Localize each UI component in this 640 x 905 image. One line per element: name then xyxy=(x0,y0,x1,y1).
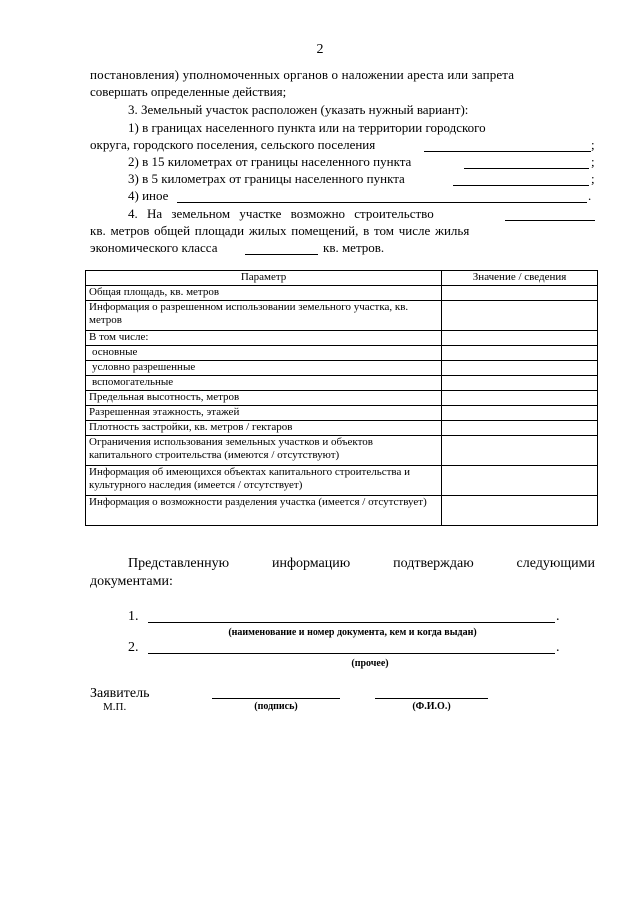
table-cell-value[interactable] xyxy=(442,331,598,346)
section4-line2: кв. метров общей площади жилых помещений, в том числе жилья xyxy=(90,223,470,238)
table-cell-parameter: Плотность застройки, кв. метров / гектаров xyxy=(86,421,442,436)
table-cell-parameter: Разрешенная этажность, этажей xyxy=(86,406,442,421)
document-item-2-caption: (прочее) xyxy=(351,658,389,669)
table-cell-parameter: Информация об имеющихся объектах капитального строительства и культурного наследия (имеется / отсутствует) xyxy=(86,466,442,496)
table-cell-parameter: условно разрешенные xyxy=(86,361,442,376)
section3-heading: 3. Земельный участок расположен (указать нужный вариант): xyxy=(128,102,469,117)
table-row xyxy=(86,496,598,526)
table-header-value: Значение / сведения xyxy=(442,271,598,286)
table-cell-value[interactable] xyxy=(442,421,598,436)
section3-option1-text: 1) в границах населенного пункта или на территории городского xyxy=(128,120,486,135)
confirm-line-1 xyxy=(128,555,595,572)
table-row xyxy=(86,286,598,301)
table-cell-value[interactable] xyxy=(442,466,598,496)
table-cell-parameter: Общая площадь, кв. метров xyxy=(86,286,442,301)
mp-label: М.П. xyxy=(103,701,127,713)
table-cell-parameter: Ограничения использования земельных участков и объектов капитального строительства (имеются / отсутствуют) xyxy=(86,436,442,466)
applicant-label: Заявитель xyxy=(90,686,150,701)
option3-blank-line[interactable] xyxy=(453,185,589,186)
fio-line[interactable] xyxy=(375,698,488,699)
section4-line1: 4. На земельном участке возможно строительство xyxy=(128,206,434,221)
table-cell-value[interactable] xyxy=(442,286,598,301)
table-cell-value[interactable] xyxy=(442,436,598,466)
page-number: 2 xyxy=(316,42,324,57)
signature-line[interactable] xyxy=(212,698,340,699)
table-cell-parameter: Предельная высотность, метров xyxy=(86,391,442,406)
table-row xyxy=(86,346,598,361)
document-item-2-number: 2. xyxy=(128,640,139,655)
section3-option2: 2) в 15 километрах от границы населенного пункта xyxy=(128,154,412,169)
document-item-1-caption: (наименование и номер документа, кем и когда выдан) xyxy=(228,627,477,638)
table-row xyxy=(86,406,598,421)
option4-blank-line[interactable] xyxy=(177,202,587,203)
section4-line3-left: экономического класса xyxy=(90,240,218,255)
table-header-row xyxy=(86,271,598,286)
section4-blank-area[interactable] xyxy=(505,220,595,221)
confirm-line-2: документами: xyxy=(90,574,173,589)
option2-semicolon: ; xyxy=(591,154,595,169)
document-item-2-period: . xyxy=(556,640,560,655)
table-cell-value[interactable] xyxy=(442,406,598,421)
table-cell-parameter: вспомогательные xyxy=(86,376,442,391)
table-row xyxy=(86,361,598,376)
table-row xyxy=(86,391,598,406)
intro-line-2: совершать определенные действия; xyxy=(90,84,287,99)
table-cell-value[interactable] xyxy=(442,361,598,376)
table-cell-parameter: Информация о разрешенном использовании земельного участка, кв. метров xyxy=(86,301,442,331)
table-row xyxy=(86,466,598,496)
section3-option1-line2: округа, городского поселения, сельского поселения xyxy=(90,137,376,152)
table-cell-value[interactable] xyxy=(442,346,598,361)
confirm-word-1: Представленную xyxy=(128,556,230,571)
intro-line-1: постановления) уполномоченных органов о наложении ареста или запрета xyxy=(90,67,515,82)
table-row xyxy=(86,376,598,391)
table-cell-parameter: В том числе: xyxy=(86,331,442,346)
document-item-1-number: 1. xyxy=(128,609,139,624)
signature-caption: (подпись) xyxy=(254,701,298,712)
parameters-table xyxy=(85,270,598,526)
section3-option1-line1 xyxy=(128,120,595,136)
option1-semicolon: ; xyxy=(591,137,595,152)
option4-period: . xyxy=(588,188,592,203)
table-row xyxy=(86,421,598,436)
section4-line3-right: кв. метров. xyxy=(323,240,385,255)
table-cell-value[interactable] xyxy=(442,301,598,331)
table-cell-parameter: основные xyxy=(86,346,442,361)
option3-semicolon: ; xyxy=(591,171,595,186)
fio-caption: (Ф.И.О.) xyxy=(412,701,451,712)
table-cell-parameter: Информация о возможности разделения участка (имеется / отсутствует) xyxy=(86,496,442,526)
table-header-parameter: Параметр xyxy=(86,271,442,286)
table-row xyxy=(86,301,598,331)
table-row xyxy=(86,331,598,346)
table-cell-value[interactable] xyxy=(442,391,598,406)
document-item-1-line[interactable] xyxy=(148,622,555,623)
table-row xyxy=(86,436,598,466)
section3-option4: 4) иное xyxy=(128,188,169,203)
confirm-word-3: подтверждаю xyxy=(393,556,474,571)
option1-blank-line[interactable] xyxy=(424,151,591,152)
table-cell-value[interactable] xyxy=(442,376,598,391)
option2-blank-line[interactable] xyxy=(464,168,589,169)
confirm-word-2: информацию xyxy=(271,556,351,571)
document-item-1-period: . xyxy=(556,609,560,624)
document-item-2-line[interactable] xyxy=(148,653,555,654)
section4-econ-blank[interactable] xyxy=(245,254,318,255)
table-cell-value[interactable] xyxy=(442,496,598,526)
confirm-word-4: следующими xyxy=(516,556,595,571)
section3-option3: 3) в 5 километрах от границы населенного пункта xyxy=(128,171,405,186)
